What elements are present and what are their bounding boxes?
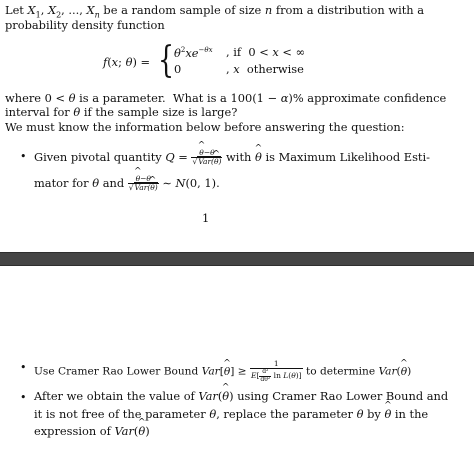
intro-line-2: probability density function xyxy=(5,18,165,32)
pdf-case2-cond: , x otherwise xyxy=(226,62,304,76)
bullet3-line-1: After we obtain the value of Var(^ θ) using Cramer Rao Lower Bound and xyxy=(34,390,448,404)
bullet3-line-3: expression of Var(^ θ) xyxy=(34,425,150,439)
page-number: 1 xyxy=(202,211,210,225)
bullet1-line-2: mator for θ and ^ $\frac{\theta-\theta}{\text{√Var(\textasciicircum{} θ)}}$ ∼ N(0, 1). xyxy=(34,175,220,193)
info-line: We must know the information below before answering the question: xyxy=(5,120,405,134)
bullet3-line-2: it is not free of the parameter θ, replace the parameter θ by ^ θ in the xyxy=(34,408,428,422)
question-line-1: where 0 < θ is a parameter. What is a 100(1 − α)% approximate confidence xyxy=(5,91,447,105)
pivot-fraction-2: ^ $\frac{\theta-\theta}{\text{√Var(\textasciicircum{} θ)}}$ xyxy=(128,175,159,193)
intro-line-1: Let $X_1$, $X_2$, ..., $X_n$ be a random sample of size n from a distribution with a xyxy=(5,3,425,20)
bullet2-line: Use Cramer Rao Lower Bound Var[^ θ] ≥ 1 E[ $\frac{\text{d²}}{\text{dθ²}}$ ln L(θ)] to determine Var(^ θ) xyxy=(34,360,411,383)
page-gap xyxy=(0,252,474,266)
pdf-case1-cond: , if 0 < x < ∞ xyxy=(226,45,306,59)
crlb-fraction: 1 E[ $\frac{\text{d²}}{\text{dθ²}}$ ln L(θ)] xyxy=(251,359,302,383)
bullet-marker: • xyxy=(20,361,27,374)
bullet-marker: • xyxy=(20,150,27,163)
pdf-case2-expr: 0 xyxy=(174,62,182,76)
bullet-marker: • xyxy=(20,391,27,404)
question-line-2: interval for θ if the sample size is large? xyxy=(5,105,238,119)
pdf-case1-expr: $\theta^2xe^{-\theta x}$ xyxy=(174,45,213,60)
pdf-definition: f(x; θ) = { $\theta^2xe^{-\theta x}$ , if 0 < x < ∞ 0 , x otherwise xyxy=(103,40,306,81)
pivot-fraction: ^ $\frac{\theta-\theta}{\text{√Var(\textasciicircum{} θ)}}$ xyxy=(191,149,222,167)
left-brace: { xyxy=(158,40,175,81)
bullet1-line-1: Given pivotal quantity Q = ^ $\frac{\theta-\theta}{\text{√Var(\textasciicircum{} θ)}}$ with ^ θ is Maximum Likelihood Esti- xyxy=(34,149,430,167)
